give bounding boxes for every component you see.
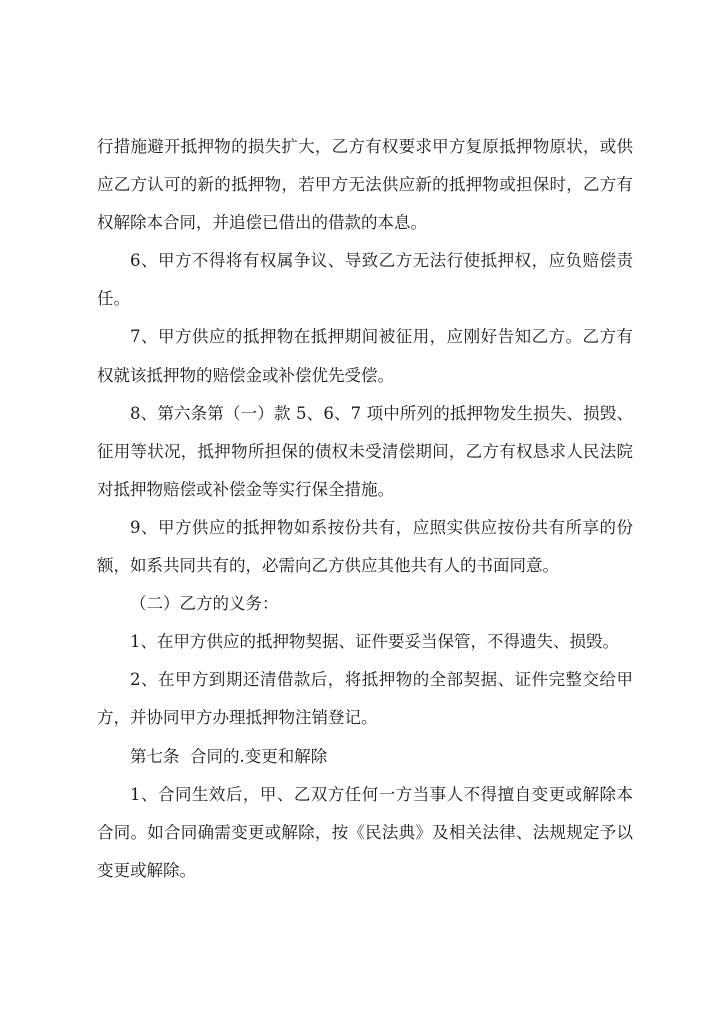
text-line: 行措施避开抵押物的损失扩大，乙方有权要求甲方复原抵押物原状，或供 [97, 137, 633, 156]
text-line: 2、在甲方到期还清借款后，将抵押物的全部契据、证件完整交给甲 [130, 670, 633, 690]
text-line: 8、第六条第（一）款 5、6、7 项中所列的抵押物发生损失、损毁、 [130, 403, 633, 423]
section-heading-party-b-obligations [97, 585, 633, 623]
paragraph-item-1 [97, 623, 633, 661]
text-line: 对抵押物赔偿或补偿金等实行保全措施。 [97, 479, 394, 499]
text-line: 9、甲方供应的抵押物如系按份共有，应照实供应按份共有所享的份 [130, 517, 633, 537]
paragraph-item-2 [97, 661, 633, 737]
text-line: 额，如系共同共有的，必需向乙方供应其他共有人的书面同意。 [97, 556, 559, 576]
text-line: 6、甲方不得将有权属争议、导致乙方无法行使抵押权，应负赔偿责 [130, 251, 633, 271]
text-line: 权解除本合同，并追偿已借出的借款的本息。 [97, 213, 427, 233]
text-line: 变更或解除。 [97, 860, 196, 880]
heading-text: 第七条 合同的.变更和解除 [130, 746, 328, 766]
document-body [97, 128, 633, 890]
paragraph-article-7-item-1 [97, 776, 633, 890]
paragraph-item-7 [97, 318, 633, 394]
paragraph-item-8 [97, 395, 633, 509]
paragraph-continuation [97, 128, 633, 242]
text-line: 征用等状况，抵押物所担保的债权未受清偿期间，乙方有权恳求人民法院 [97, 441, 633, 461]
paragraph-item-9 [97, 509, 633, 585]
paragraph-item-6 [97, 242, 633, 318]
text-line: 合同。如合同确需变更或解除，按《民法典》及相关法律、法规规定予以 [97, 822, 633, 842]
text-line: 1、合同生效后，甲、乙双方任何一方当事人不得擅自变更或解除本 [130, 784, 633, 804]
text-line: 7、甲方供应的抵押物在抵押期间被征用，应刚好告知乙方。乙方有 [130, 327, 633, 347]
text-line: 权就该抵押物的赔偿金或补偿优先受偿。 [97, 365, 394, 385]
article-heading [97, 738, 633, 776]
text-line: 方，并协同甲方办理抵押物注销登记。 [97, 708, 378, 728]
text-line: 1、在甲方供应的抵押物契据、证件要妥当保管，不得遗失、损毁。 [130, 632, 619, 652]
text-line: 任。 [97, 289, 130, 309]
text-line: 应乙方认可的新的抵押物，若甲方无法供应新的抵押物或担保时，乙方有 [97, 175, 633, 195]
heading-text: （二）乙方的义务： [130, 594, 279, 614]
